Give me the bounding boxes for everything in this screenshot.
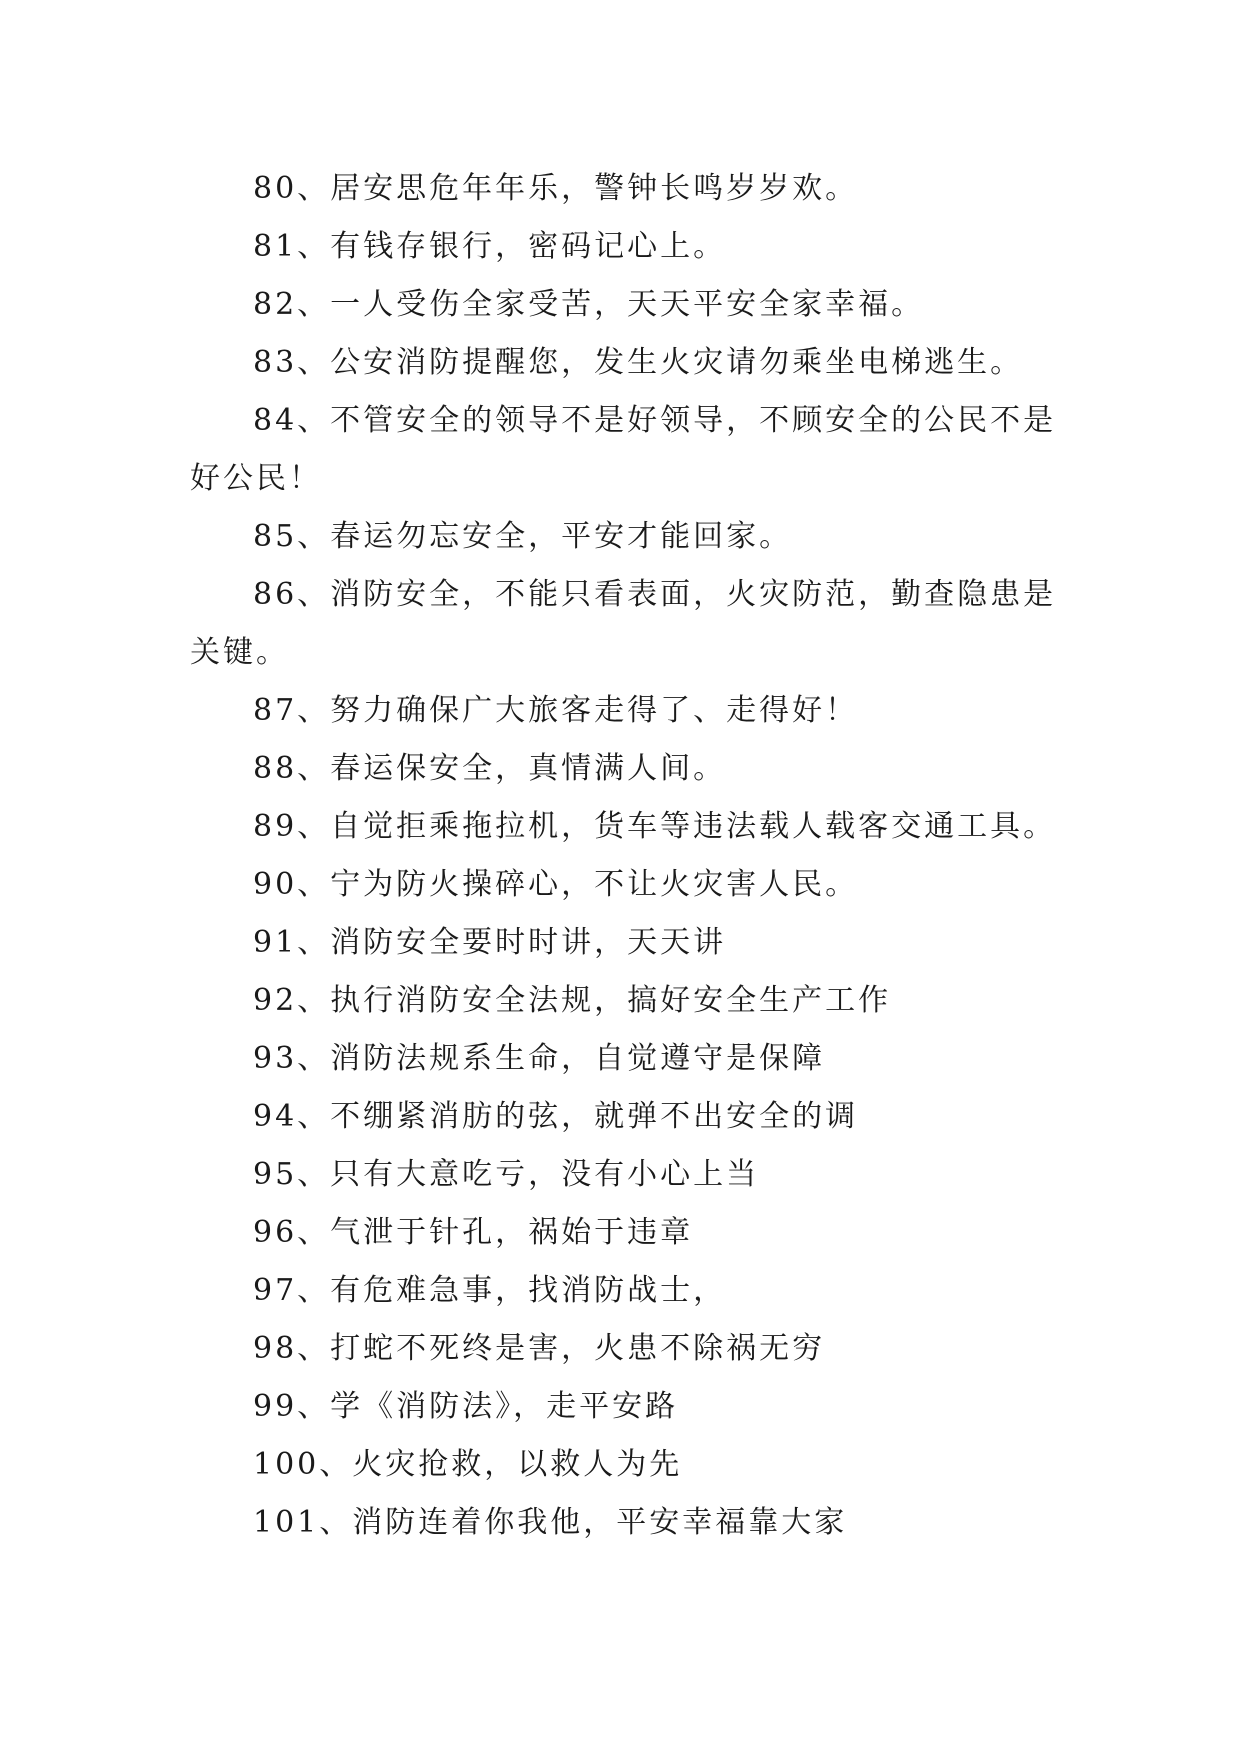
- slogan-list: [190, 160, 1070, 1552]
- list-item: 97、有危难急事，找消防战士，: [253, 1273, 727, 1308]
- list-item: 84、不管安全的领导不是好领导，不顾安全的公民不是好公民！: [190, 403, 1057, 496]
- list-item: 85、春运勿忘安全，平安才能回家。: [253, 519, 793, 554]
- list-item: 81、有钱存银行，密码记心上。: [253, 229, 727, 264]
- list-item: 89、自觉拒乘拖拉机，货车等违法载人载客交通工具。: [253, 809, 1057, 844]
- list-item: 100、火灾抢救，以救人为先: [253, 1447, 683, 1482]
- list-item: 82、一人受伤全家受苦，天天平安全家幸福。: [253, 287, 925, 322]
- list-item: 80、居安思危年年乐，警钟长鸣岁岁欢。: [253, 171, 859, 206]
- list-item: 92、执行消防安全法规，搞好安全生产工作: [253, 983, 892, 1018]
- list-item: 83、公安消防提醒您，发生火灾请勿乘坐电梯逃生。: [253, 345, 1024, 380]
- list-item: 95、只有大意吃亏，没有小心上当: [253, 1157, 760, 1192]
- list-item: 91、消防安全要时时讲，天天讲: [253, 925, 727, 960]
- list-item: 94、不绷紧消肪的弦，就弹不出安全的调: [253, 1099, 859, 1134]
- list-item: 87、努力确保广大旅客走得了、走得好！: [253, 693, 859, 728]
- list-item: 86、消防安全，不能只看表面，火灾防范，勤查隐患是关键。: [190, 577, 1057, 670]
- list-item: 96、气泄于针孔，祸始于违章: [253, 1215, 694, 1250]
- list-item: 101、消防连着你我他，平安幸福靠大家: [253, 1505, 848, 1540]
- list-item: 98、打蛇不死终是害，火患不除祸无穷: [253, 1331, 826, 1366]
- list-item: 88、春运保安全，真情满人间。: [253, 751, 727, 786]
- list-item: 90、宁为防火操碎心，不让火灾害人民。: [253, 867, 859, 902]
- list-item: 93、消防法规系生命，自觉遵守是保障: [253, 1041, 826, 1076]
- list-item: 99、学《消防法》，走平安路: [253, 1389, 679, 1424]
